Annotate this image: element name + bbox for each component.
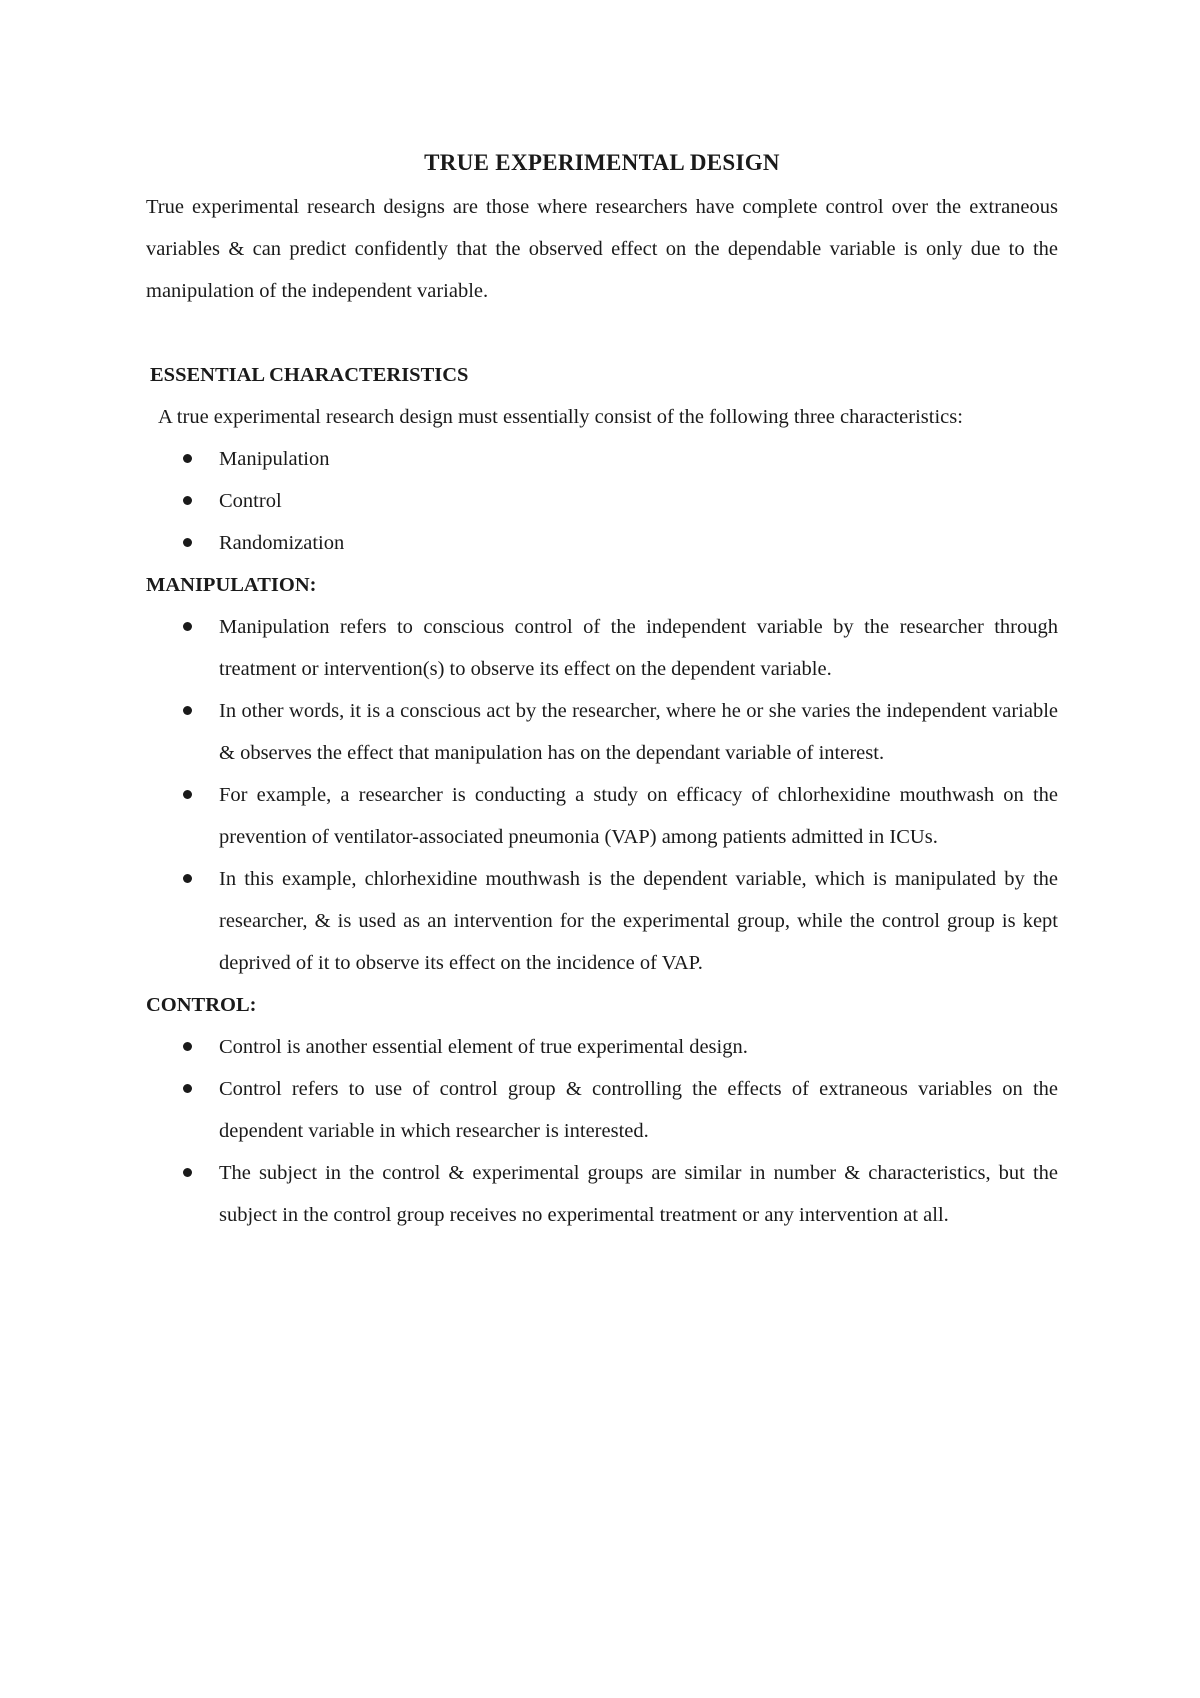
bullet-icon (183, 1084, 192, 1093)
bullet-icon (183, 874, 192, 883)
essential-characteristics-list (146, 438, 1058, 564)
list-item (146, 1026, 1058, 1068)
list-item-text: Manipulation refers to conscious control of the independent variable by the researcher through treatment or intervention(s) to observe its effect on the dependent variable. (219, 616, 1058, 680)
manipulation-list (146, 606, 1058, 984)
list-item-text: Control (219, 490, 282, 512)
list-item (146, 690, 1058, 774)
list-item (146, 774, 1058, 858)
list-item-text: The subject in the control & experimental groups are similar in number & characteristics, but the subject in the control group receives no experimental treatment or any intervention at all. (219, 1162, 1058, 1226)
bullet-icon (183, 706, 192, 715)
list-item-text: For example, a researcher is conducting a study on efficacy of chlorhexidine mouthwash on the prevention of ventilator-associated pneumonia (VAP) among patients admitted in ICUs. (219, 784, 1058, 848)
control-heading: CONTROL: (146, 994, 257, 1016)
intro-paragraph: True experimental research designs are those where researchers have complete control over the extraneous variables & can predict confidently that the observed effect on the dependable variable is only due to the manipulation of the independent variable. (146, 196, 1058, 302)
list-item-text: Manipulation (219, 448, 330, 470)
list-item (146, 1152, 1058, 1236)
control-list (146, 1026, 1058, 1236)
bullet-icon (183, 538, 192, 547)
essential-characteristics-heading: ESSENTIAL CHARACTERISTICS (150, 364, 469, 386)
bullet-icon (183, 1168, 192, 1177)
essential-characteristics-text: A true experimental research design must essentially consist of the following three characteristics: (158, 406, 963, 428)
bullet-icon (183, 622, 192, 631)
list-item (146, 480, 1058, 522)
bullet-icon (183, 1042, 192, 1051)
bullet-icon (183, 790, 192, 799)
bullet-icon (183, 496, 192, 505)
list-item (146, 858, 1058, 984)
list-item (146, 606, 1058, 690)
list-item-text: Control is another essential element of true experimental design. (219, 1036, 748, 1058)
list-item (146, 438, 1058, 480)
document-page (146, 146, 1058, 1236)
bullet-icon (183, 454, 192, 463)
list-item (146, 522, 1058, 564)
list-item (146, 1068, 1058, 1152)
list-item-text: Randomization (219, 532, 345, 554)
list-item-text: In this example, chlorhexidine mouthwash is the dependent variable, which is manipulated by the researcher, & is used as an intervention for the experimental group, while the control group is kept deprived of it to observe its effect on the incidence of VAP. (219, 868, 1058, 974)
document-title: TRUE EXPERIMENTAL DESIGN (424, 150, 780, 175)
list-item-text: In other words, it is a conscious act by the researcher, where he or she varies the independent variable & observes the effect that manipulation has on the dependant variable of interest. (219, 700, 1058, 764)
manipulation-heading: MANIPULATION: (146, 574, 317, 596)
list-item-text: Control refers to use of control group & controlling the effects of extraneous variables on the dependent variable in which researcher is interested. (219, 1078, 1058, 1142)
